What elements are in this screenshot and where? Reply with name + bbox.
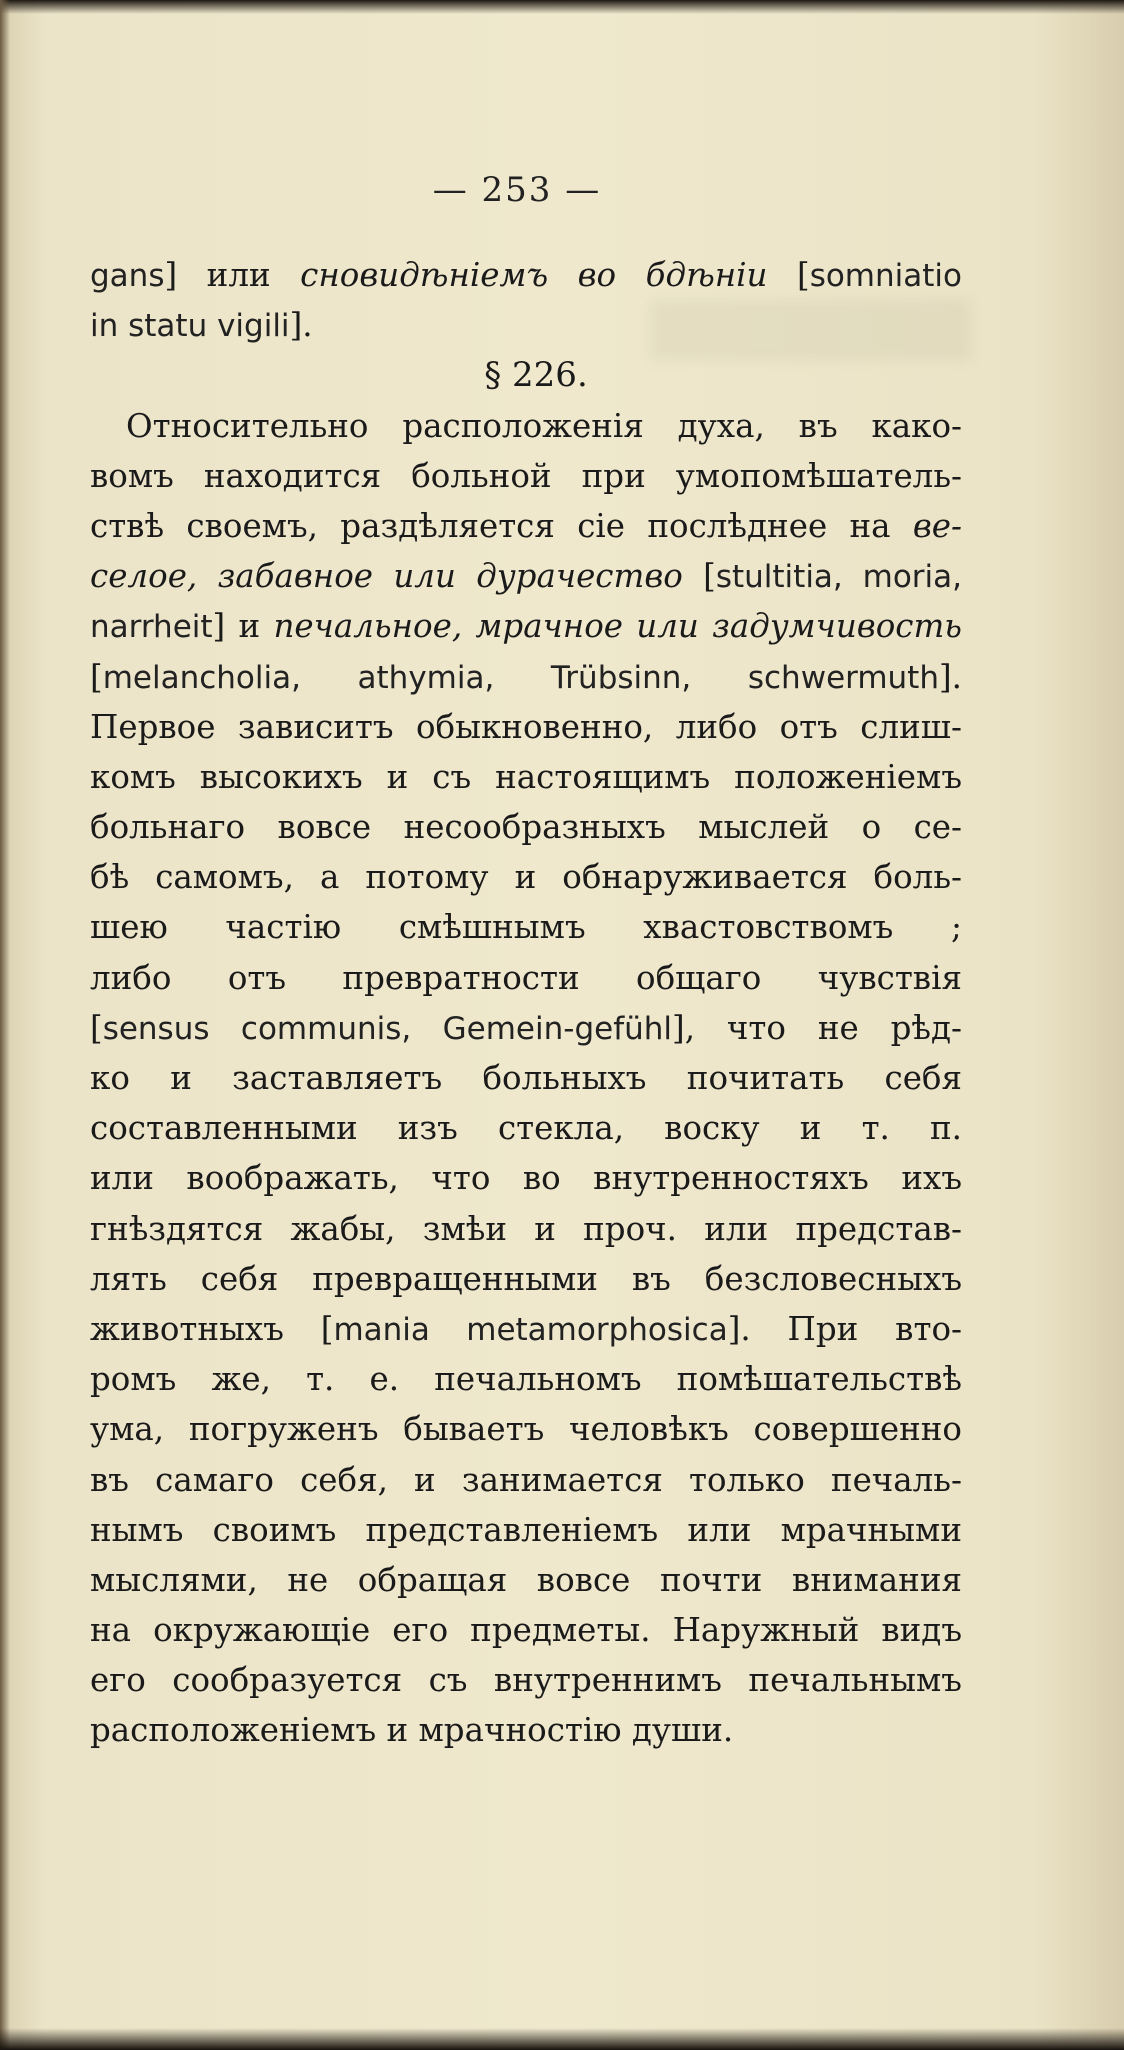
text-line [90, 1103, 962, 1153]
text-line [90, 1304, 962, 1354]
text-line [90, 802, 962, 852]
latin-term: narrheit [90, 609, 213, 646]
page-number: — 253 — [432, 170, 602, 210]
italic-term: селое, забавное или дурачество [90, 557, 683, 596]
latin-term: somniatio [809, 258, 962, 294]
text-segment: вомъ находится больной при умопомѣшатель- [90, 456, 962, 495]
text-segment: ромъ же, т. е. печальномъ помѣшательствѣ [90, 1360, 962, 1399]
text-segment: расположенiемъ и мрачностiю души. [90, 1711, 734, 1750]
text-segment: [ [767, 256, 810, 294]
text-segment: въ самаго себя, и занимается только печаль- [90, 1460, 962, 1499]
text-segment: больнаго вовсе несообразныхъ мыслей о се- [90, 808, 962, 847]
text-line [90, 1404, 962, 1454]
text-segment: гнѣздятся жабы, змѣи и проч. или представ- [90, 1209, 962, 1248]
text-segment: животныхъ [ [90, 1309, 334, 1348]
text-line [90, 601, 962, 651]
text-segment: комъ высокихъ и съ настоящимъ положенiемъ [90, 757, 962, 796]
text-line [90, 551, 962, 601]
text-line [90, 1254, 962, 1304]
text-line [90, 1555, 962, 1605]
text-line [90, 953, 962, 1003]
text-segment: ]. При вто- [727, 1309, 962, 1348]
text-line [90, 300, 962, 350]
text-segment: [ [90, 657, 103, 696]
text-segment: на окружающiе его предметы. Наружный видъ [90, 1611, 962, 1650]
left-page-edge [0, 0, 10, 2050]
text-segment: ], что не рѣд- [672, 1008, 962, 1047]
text-segment: нымъ своимъ представленiемъ или мрачными [90, 1510, 962, 1549]
text-segment: ствѣ своемъ, раздѣляется сiе послѣднее на [90, 506, 913, 545]
top-edge-shadow [0, 0, 1124, 14]
text-line [90, 1204, 962, 1254]
text-line [90, 1655, 962, 1705]
text-segment: мыслями, не обращая вовсе почти внимания [90, 1560, 962, 1599]
text-segment: ума, погруженъ бываетъ человѣкъ совершенно [90, 1410, 962, 1449]
latin-term: melancholia, athymia, Trübsinn, schwermuth [102, 659, 939, 696]
text-line [90, 501, 962, 551]
text-segment: ] или [164, 256, 301, 294]
text-line [90, 401, 962, 451]
section-heading: § 226. [484, 355, 588, 396]
text-line [90, 1354, 962, 1404]
text-line [90, 1455, 962, 1505]
text-line [90, 702, 962, 752]
body-text [90, 250, 962, 1756]
bottom-edge-shadow [0, 2028, 1124, 2050]
latin-term: sensus communis, Gemein-gefühl [102, 1010, 673, 1047]
text-segment: [ [90, 1008, 103, 1047]
text-line [90, 451, 962, 501]
latin-term: stultitia, moria, [715, 559, 962, 596]
italic-term: печальное, мрачное или задумчивость [273, 607, 962, 646]
text-line [90, 852, 962, 902]
text-line [90, 1153, 962, 1203]
text-line [90, 250, 962, 300]
text-line [90, 1605, 962, 1655]
text-segment: Относительно расположенiя духа, въ како- [126, 406, 962, 445]
text-segment: ко и заставляетъ больныхъ почитать себя [90, 1059, 962, 1097]
text-line [90, 652, 962, 702]
italic-term: сновидѣнiемъ во бдѣнiи [300, 256, 768, 294]
text-segment: Первое зависитъ обыкновенно, либо отъ слиш- [90, 707, 962, 746]
latin-term: mania metamorphosica [333, 1311, 728, 1348]
text-line [90, 1003, 962, 1053]
text-segment: или воображать, что во внутренностяхъ ихъ [90, 1159, 962, 1198]
text-segment: бѣ самомъ, а потому и обнаруживается боль- [90, 858, 962, 897]
text-line [90, 902, 962, 952]
text-line [90, 752, 962, 802]
text-segment: ]. [289, 306, 313, 345]
text-segment: либо отъ превратности общаго чувствiя [90, 958, 962, 997]
latin-term: gans [90, 258, 165, 294]
text-segment: [ [682, 557, 716, 596]
text-segment: ] и [212, 607, 274, 646]
text-line [90, 1053, 962, 1103]
text-segment: составленными изъ стекла, воску и т. п. [90, 1109, 962, 1148]
text-segment: шею частiю смѣшнымъ хвастовствомъ ; [90, 908, 962, 947]
text-line [90, 1705, 962, 1755]
text-segment: лять себя превращенными въ безсловесныхъ [90, 1259, 962, 1298]
latin-term: in statu vigili [90, 308, 290, 345]
text-segment: ]. [938, 657, 962, 696]
italic-term: ве- [912, 506, 962, 545]
text-line [90, 1505, 962, 1555]
text-segment: его сообразуется съ внутреннимъ печальнымъ [90, 1661, 962, 1700]
